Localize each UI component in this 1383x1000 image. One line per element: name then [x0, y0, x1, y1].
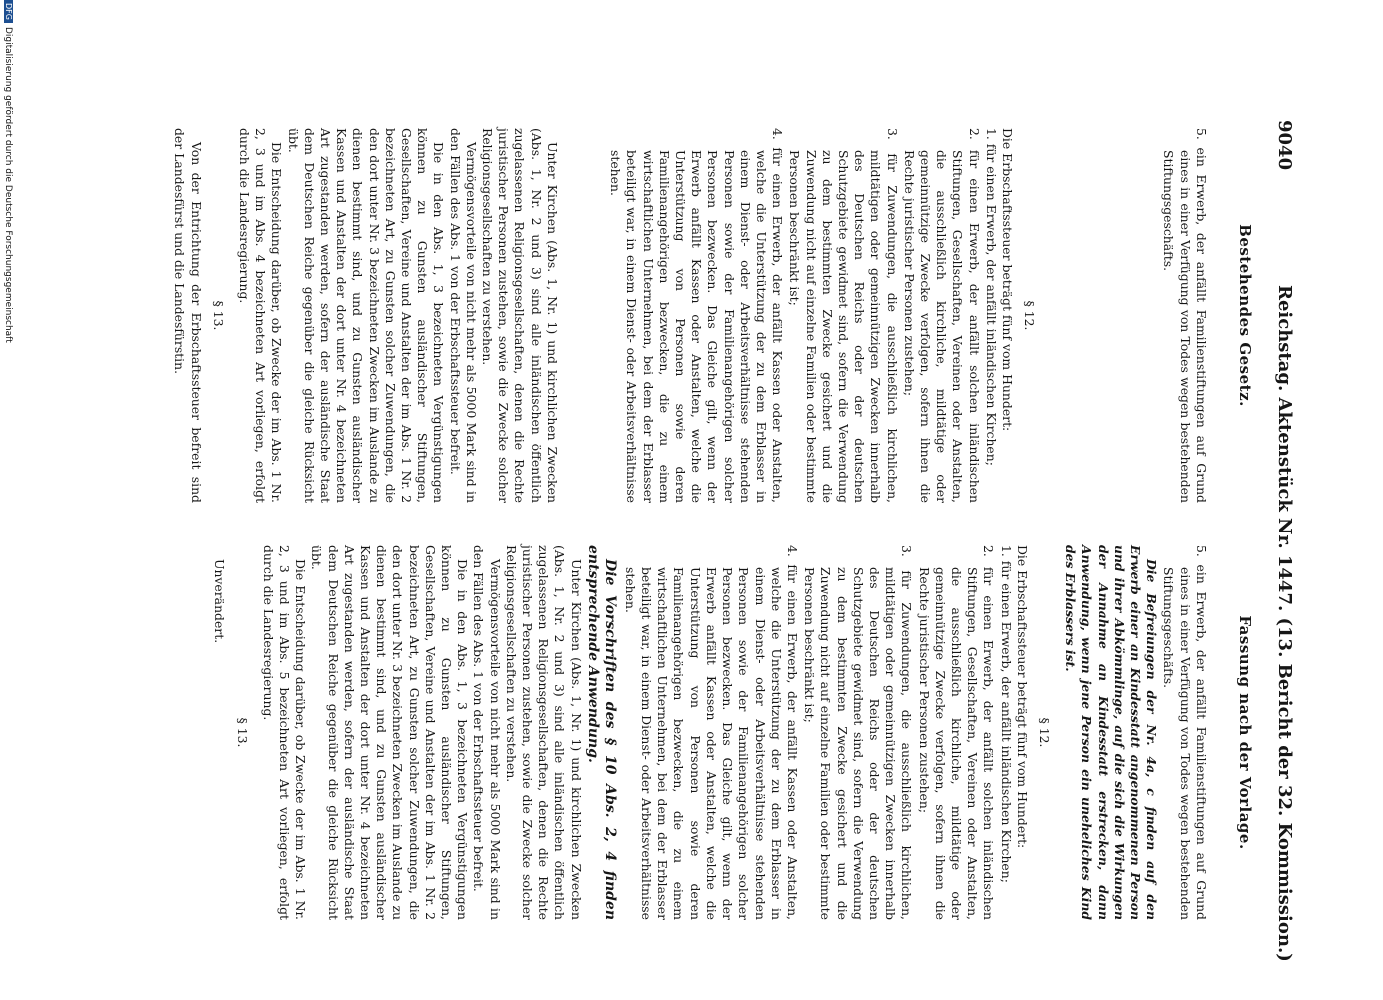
section-13-heading: § 13.	[210, 300, 226, 331]
section-intro: Die Erbschaftssteuer beträgt fünf vom Hundert:	[1014, 545, 1030, 849]
paragraph: Die Entscheidung darüber, ob Zwecke der im Abs. 1 Nr. 2, 3 und im Abs. 4 bezeichneten Art vorliegen, erfolgt durch die Landesregierung.	[237, 128, 285, 503]
dfg-logo: DFG	[4, 0, 13, 23]
paragraph: Die Entscheidung darüber, ob Zwecke der im Abs. 1 Nr. 2, 3 und im Abs. 5 bezeichneten Art vorliegen, erfolgt durch die Landesregierung.	[260, 545, 309, 920]
column-heading: Fassung nach der Vorlage.	[1236, 615, 1254, 850]
section-13-heading: § 13.	[234, 717, 250, 748]
paragraph: Vermögensvorteile von nicht mehr als 5000 Mark sind in den Fällen des Abs. 1 von der Erbschaftssteuer befreit.	[447, 128, 479, 503]
item-2: 2. für einen Erwerb, der anfällt solchen inländischen Stiftungen, Gesellschaften, Vereinen oder Anstalten, die ausschließlich kirchliche, mildtätige oder gemeinnützige Zwecke verfolgen, sofern ihnen die Rechte juristischer Personen zustehen;	[916, 545, 997, 920]
item-4: 4. für einen Erwerb, der anfällt Kassen oder Anstalten, welche die Unterstützung der zu dem Erblasser in einem Dienst- oder Arbeitsverhältnisse stehenden Personen sowie der Familienangehörigen solcher Personen bezwecken. Das Gleiche gilt, wenn der Erwerb anfällt Kassen oder Anstalten, welche die Unterstützung von Personen sowie deren Familienangehörigen bezwecken, die zu einem wirtschaftlichen Unternehmen, bei dem der Erblasser beteiligt war, in einem Dienst- oder Arbeitsverhältnisse stehen.	[622, 545, 800, 920]
item-3: 3. für Zuwendungen, die ausschließlich kirchlichen, mildtätigen oder gemeinnützigen Zwecken innerhalb des Deutschen Reichs oder der deutschen Schutzgebiete gewidmet sind, sofern die Verwendung zu dem bestimmten Zwecke gesichert und die Zuwendung nicht auf einzelne Familien oder bestimmte Personen beschränkt ist;	[802, 545, 915, 920]
paragraph: Von der Entrichtung der Erbschaftssteuer befreit sind der Landesfürst und die Landesfürstin.	[172, 128, 204, 503]
digitization-credit	[3, 0, 13, 1000]
item-1: 1. für einen Erwerb, der anfällt inländischen Kirchen;	[998, 545, 1014, 883]
paragraph: Vermögensvorteile von nicht mehr als 5000 Mark sind in den Fällen des Abs. 1 von der Erbschaftssteuer befreit.	[471, 545, 503, 920]
section-intro: Die Erbschaftssteuer beträgt fünf vom Hundert:	[999, 128, 1015, 432]
paragraph: Unverändert.	[212, 559, 228, 644]
credit-text: Digitalisierung gefördert durch die Deutsche Forschungsgemeinschaft	[3, 26, 13, 343]
paragraph: Unter Kirchen (Abs. 1, Nr. 1) und kirchlichen Zwecken (Abs. 1, Nr. 2 und 3) sind alle inländischen öffentlich zugelassenen Religionsgesellschaften, denen die Rechte juristischer Personen zustehen, sowie die Zwecke solcher Religionsgesellschaften zu verstehen.	[480, 128, 560, 503]
page-number: 9040	[1274, 120, 1295, 171]
paragraph: Unter Kirchen (Abs. 1, Nr. 1) und kirchlichen Zwecken (Abs. 1, Nr. 2 und 3) sind alle inländischen öffentlich zugelassenen Religionsgesellschaften, denen die Rechte juristischer Personen zustehen, sowie die Zwecke solcher Religionsgesellschaften zu verstehen.	[503, 545, 584, 920]
section-12-heading: § 12.	[1022, 300, 1038, 331]
item-3: 3. für Zuwendungen, die ausschließlich kirchlichen, mildtätigen oder gemeinnützigen Zwecken innerhalb des Deutschen Reichs oder der deutschen Schutzgebiete gewidmet sind, sofern die Verwendung zu dem bestimmten Zwecke gesichert und die Zuwendung nicht auf einzelne Familien oder bestimmte Personen beschränkt ist;	[787, 128, 900, 503]
item-5: 5. ein Erwerb, der anfällt Familienstiftungen auf Grund eines in einer Verfügung von Todes wegen bestehenden Stiftungsgeschäfts.	[1161, 128, 1209, 503]
column-bill-version	[211, 545, 1253, 920]
item-4: 4. für einen Erwerb, der anfällt Kassen oder Anstalten, welche die Unterstützung der zu dem Erblasser in einem Dienst- oder Arbeitsverhältnisse stehenden Personen sowie der Familienangehörigen solcher Personen bezwecken. Das Gleiche gilt, wenn der Erwerb anfällt Kassen oder Anstalten, welche die Unterstützung von Personen sowie deren Familienangehörigen bezwecken, die zu einem wirtschaftlichen Unternehmen, bei dem der Erblasser beteiligt war, in einem Dienst- oder Arbeitsverhältnisse stehen.	[608, 128, 786, 503]
item-1: 1. für einen Erwerb, der anfällt inländischen Kirchen;	[983, 128, 999, 466]
item-2: 2. für einen Erwerb, der anfällt solchen inländischen Stiftungen, Gesellschaften, Vereinen oder Anstalten, die ausschließlich kirchliche, mildtätige oder gemeinnützige Zwecke verfolgen, sofern ihnen die Rechte juristischer Personen zustehen;	[901, 128, 982, 503]
column-heading: Bestehendes Gesetz.	[1236, 224, 1254, 407]
paragraph: Die in den Abs. 1, 3 bezeichneten Vergünstigungen können zu Gunsten ausländischer Stiftungen, Gesellschaften, Vereine und Anstalten der im Abs. 1 Nr. 2 bezeichneten Art, zu Gunsten solcher Zuwendungen, die den dort unter Nr. 3 bezeichneten Zwecken im Auslande zu dienen bestimmt sind, und zu Gunsten ausländischer Kassen und Anstalten der dort unter Nr. 4 bezeichneten Art zugestanden werden, sofern der ausländische Staat dem Deutschen Reiche gegenüber die gleiche Rücksicht übt.	[309, 545, 471, 920]
item-5: 5. ein Erwerb, der anfällt Familienstiftungen auf Grund eines in einer Verfügung von Todes wegen bestehenden Stiftungsgeschäfts.	[1161, 545, 1209, 920]
paragraph: Die in den Abs. 1, 3 bezeichneten Vergünstigungen können zu Gunsten ausländischer Stiftungen, Gesellschaften, Vereine und Anstalten der im Abs. 1 Nr. 2 bezeichneten Art, zu Gunsten solcher Zuwendungen, die den dort unter Nr. 3 bezeichneten Zwecken im Auslande zu dienen bestimmt sind, und zu Gunsten ausländischer Kassen und Anstalten der dort unter Nr. 4 bezeichneten Art zugestanden werden, sofern der ausländische Staat dem Deutschen Reiche gegenüber die gleiche Rücksicht übt.	[285, 128, 447, 503]
inserted-provision: Die Vorschriften des § 10 Abs. 2, 4 finden entsprechende Anwendung.	[584, 545, 618, 920]
column-existing-law	[171, 128, 1253, 503]
section-12-heading: § 12.	[1036, 717, 1052, 748]
inserted-provision: Die Befreiungen der Nr. 4a, c finden auf den Erwerb einer an Kindesstatt angenommenen Person und ihrer Abkömmlinge, auf die sich die Wirkungen der Annahme an Kindesstatt erstrecken, dann Anwendung, wenn jene Person ein uneheliches Kind des Erblassers ist.	[1063, 545, 1160, 920]
page-title: Reichstag. Aktenstück Nr. 1447. (13. Bericht der 32. Kommission.)	[1274, 285, 1295, 962]
